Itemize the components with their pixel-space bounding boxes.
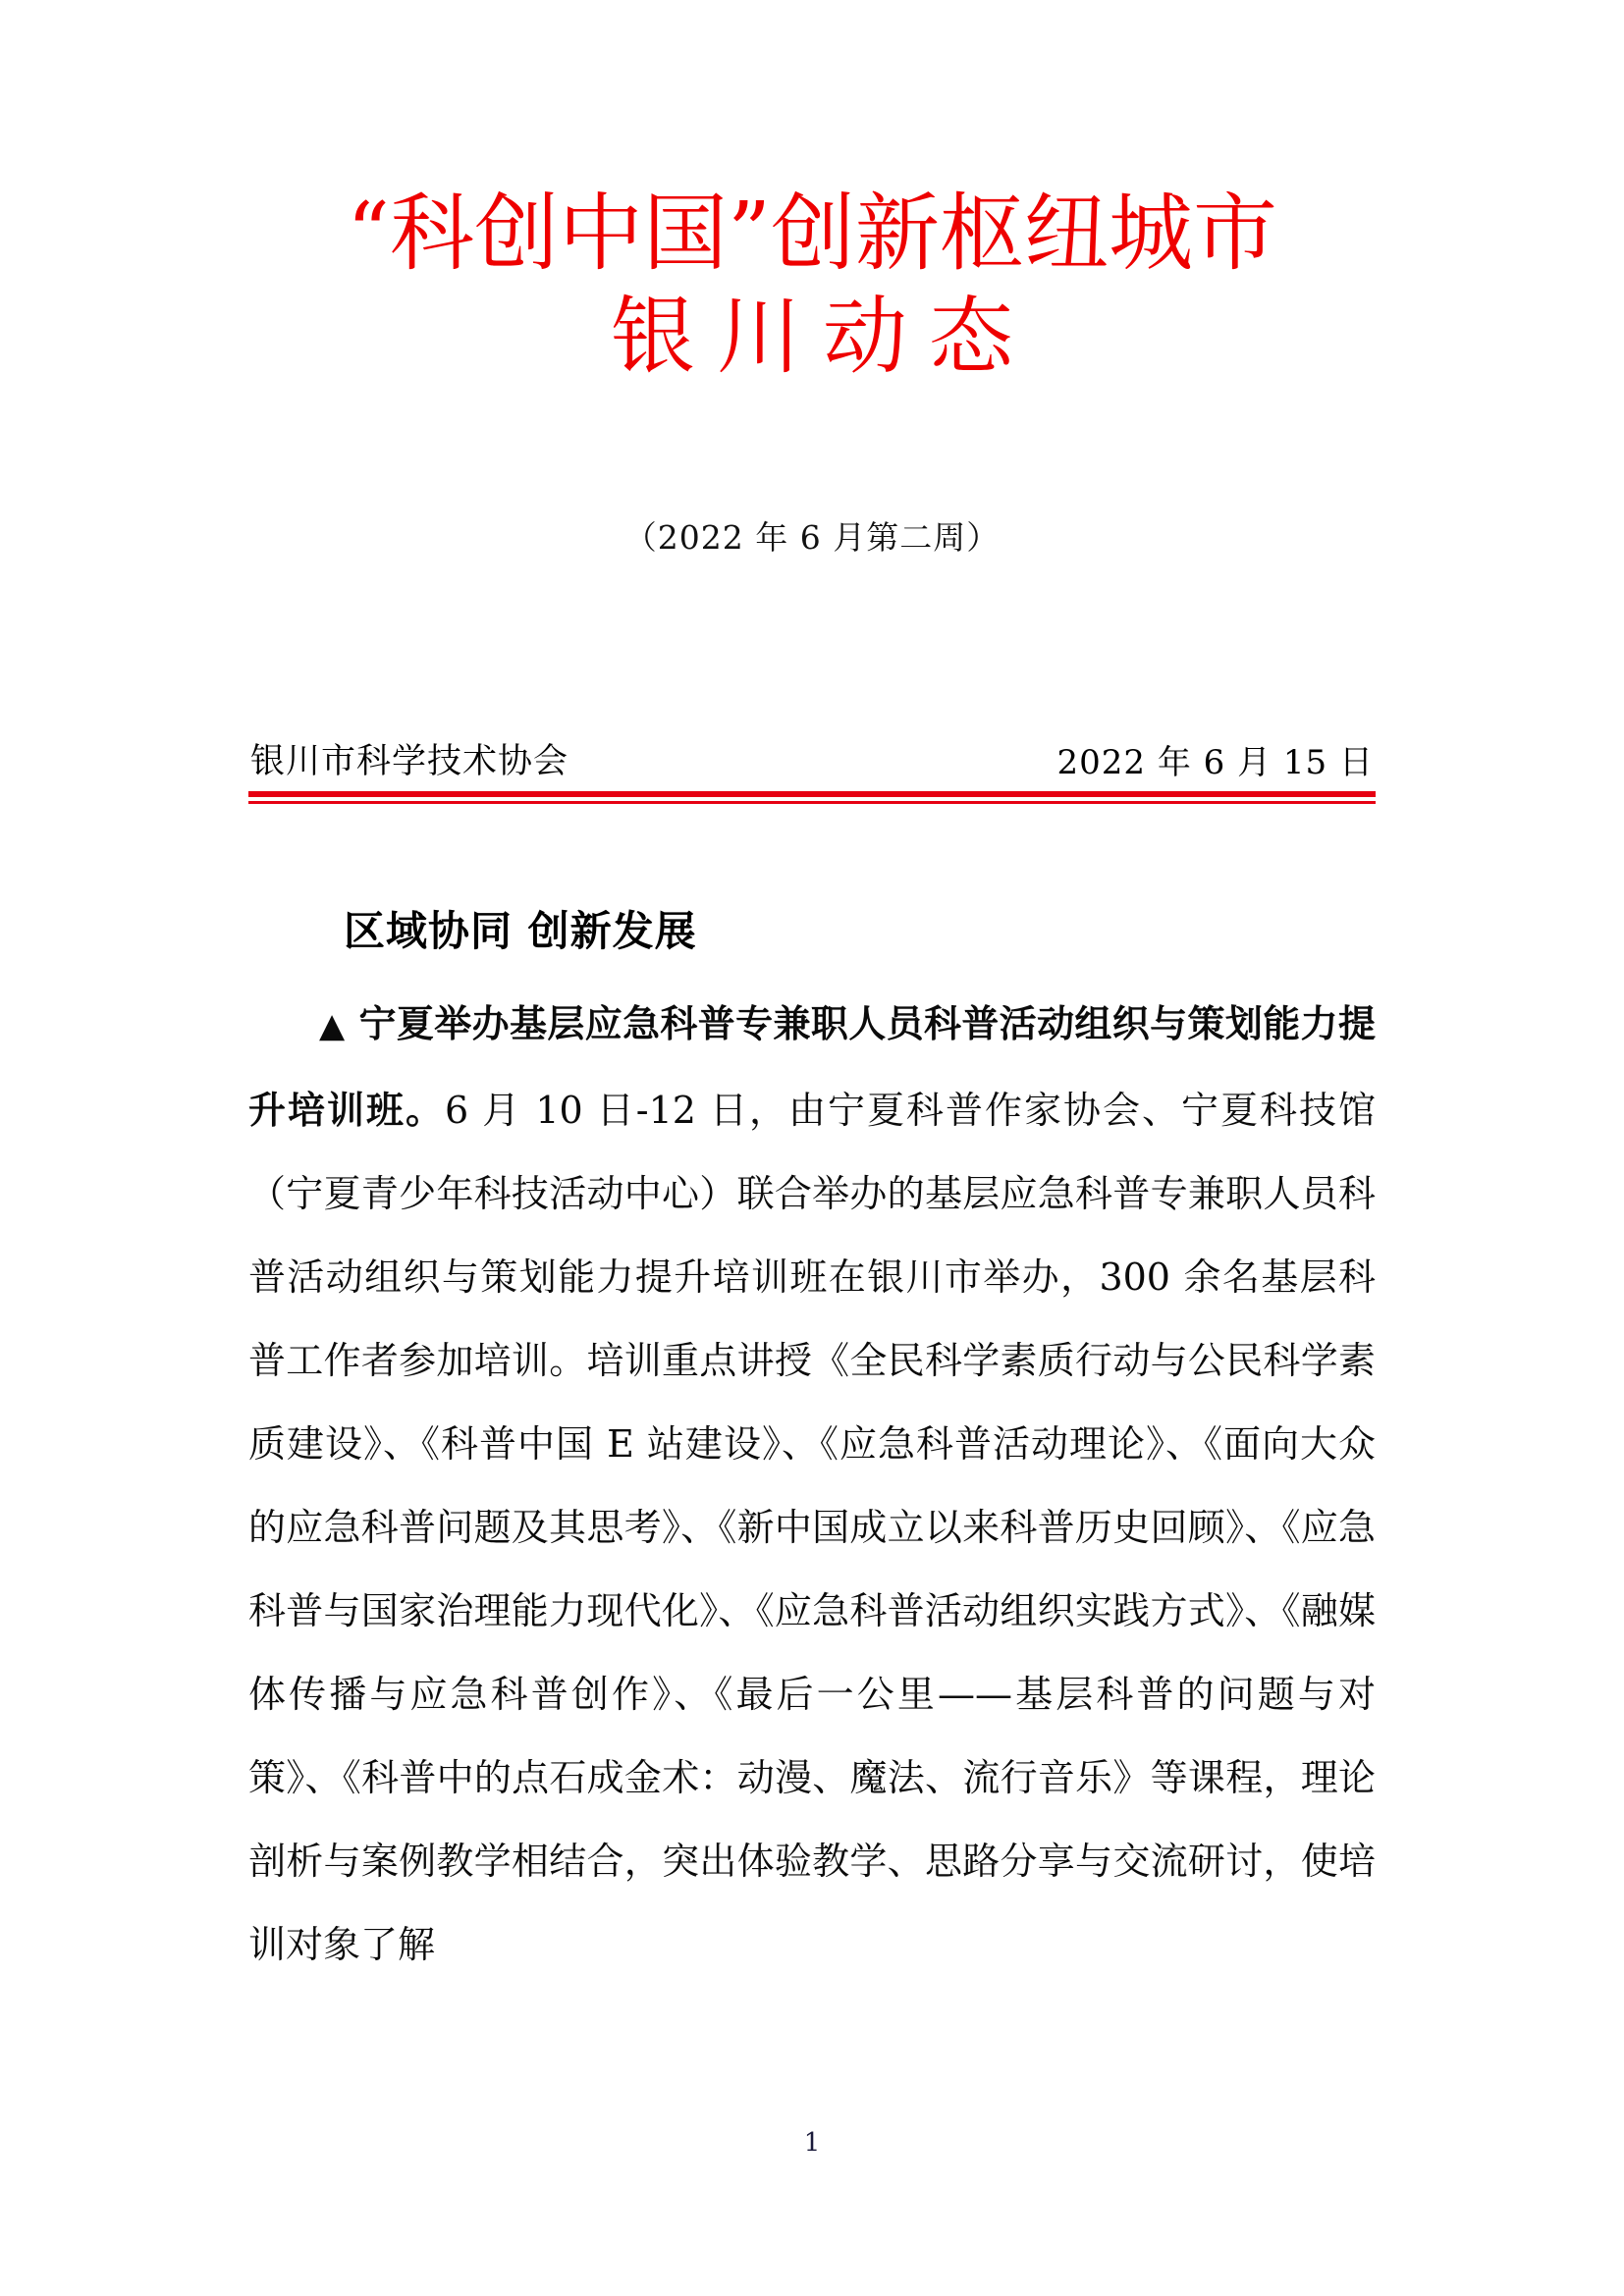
- triangle-bullet-icon: ▲: [319, 1006, 346, 1045]
- masthead-title-line-2: 银川动态: [611, 287, 1035, 386]
- section-heading: 区域协同 创新发展: [344, 907, 697, 955]
- issuer-row: [250, 734, 1374, 783]
- article-paragraph: [248, 982, 1376, 1987]
- masthead: [0, 183, 1624, 389]
- page-number: 1: [803, 2128, 821, 2158]
- red-double-rule: [248, 791, 1376, 804]
- issuer-organization: 银川市科学技术协会: [250, 742, 569, 781]
- article-lead-in: 宁夏举办基层应急科普专兼职人员科普活动组织与策划能力提升培训班。: [248, 1001, 1376, 1132]
- article-body: [248, 982, 1376, 1987]
- rule-thin-line: [248, 801, 1376, 804]
- article-body-text: 6 月 10 日-12 日，由宁夏科普作家协会、宁夏科技馆（宁夏青少年科技活动中心）联合举办的基层应急科普专兼职人员科普活动组织与策划能力提升培训班在银川市举办，300 余名基层科普工作者参加培训。培训重点讲授《全民科学素质行动与公民科学素质建设》、《科普中国 E 站建设》、《应急科普活动理论》、《面向大众的应急科普问题及其思考》、《新中国成立以来科普历史回顾》、《应急科普与国家治理能力现代化》、《应急科普活动组织实践方式》、《融媒体传播与应急科普创作》、《最后一公里——基层科普的问题与对策》、《科普中的点石成金术：动漫、魔法、流行音乐》等课程，理论剖析与案例教学相结合，突出体验教学、思路分享与交流研讨，使培训对象了解: [248, 1089, 1376, 1966]
- issue-date: 2022 年 6 月 15 日: [1056, 743, 1374, 782]
- masthead-title-line-1: “科创中国”创新枢纽城市: [347, 185, 1277, 283]
- issue-subtitle: （2022 年 6 月第二周）: [623, 518, 1001, 557]
